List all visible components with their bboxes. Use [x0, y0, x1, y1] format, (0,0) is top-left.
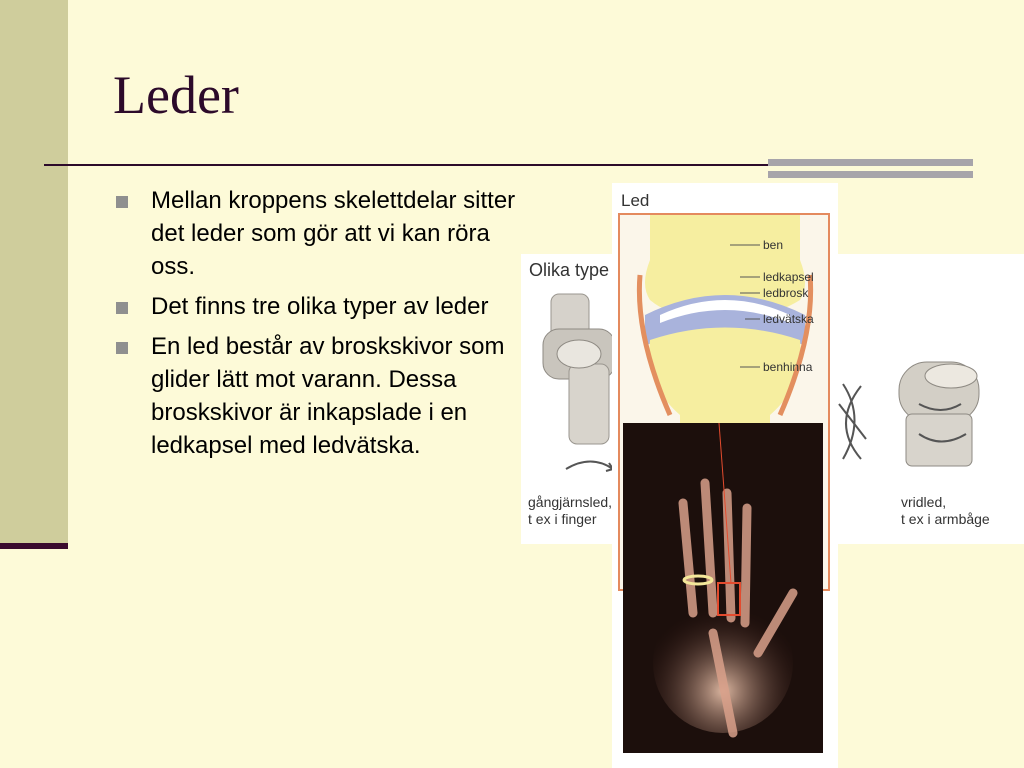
- bullet-text: Det finns tre olika typer av leder: [151, 293, 489, 320]
- xray-hand-drawing: [623, 423, 823, 753]
- rotation-arrows-icon: [839, 384, 866, 459]
- sidebar-band: [0, 0, 68, 546]
- bullet-item: [114, 184, 524, 283]
- label-synovial-fluid: ledvätska: [763, 312, 814, 326]
- label-periosteum: benhinna: [763, 360, 813, 374]
- bullet-text: Mellan kroppens skelettdelar sitter det leder som gör att vi kan röra oss.: [151, 187, 516, 280]
- label-bone: ben: [763, 238, 784, 252]
- sidebar-accent: [0, 543, 68, 549]
- bullet-text: En led består av broskskivor som glider lätt mot varann. Dessa broskskivor är inkapslade i en ledkapsel med ledvätska.: [151, 333, 505, 459]
- caption-hinge-joint: gångjärnsled, t ex i finger: [528, 494, 613, 527]
- slide-title: Leder: [113, 65, 239, 125]
- xray-image: [623, 423, 823, 753]
- bullet-square-icon: [116, 302, 128, 314]
- caption-pivot-joint: vridled, t ex i armbåge: [901, 494, 990, 527]
- bullet-item: [114, 290, 524, 323]
- bullet-item: [114, 330, 524, 462]
- bullet-list: [114, 184, 524, 469]
- figure-types-header: Olika type: [529, 260, 610, 280]
- figure-anatomy-header: Led: [621, 191, 650, 210]
- bullet-square-icon: [116, 196, 128, 208]
- label-cartilage: ledbrosk: [763, 286, 809, 300]
- pivot-joint-icon: [899, 362, 979, 466]
- label-joint-capsule: ledkapsel: [763, 270, 814, 284]
- bullet-square-icon: [116, 342, 128, 354]
- divider-accent-bars: [768, 159, 973, 179]
- hinge-joint-icon: [543, 294, 615, 471]
- figure-joint-anatomy: [612, 183, 838, 768]
